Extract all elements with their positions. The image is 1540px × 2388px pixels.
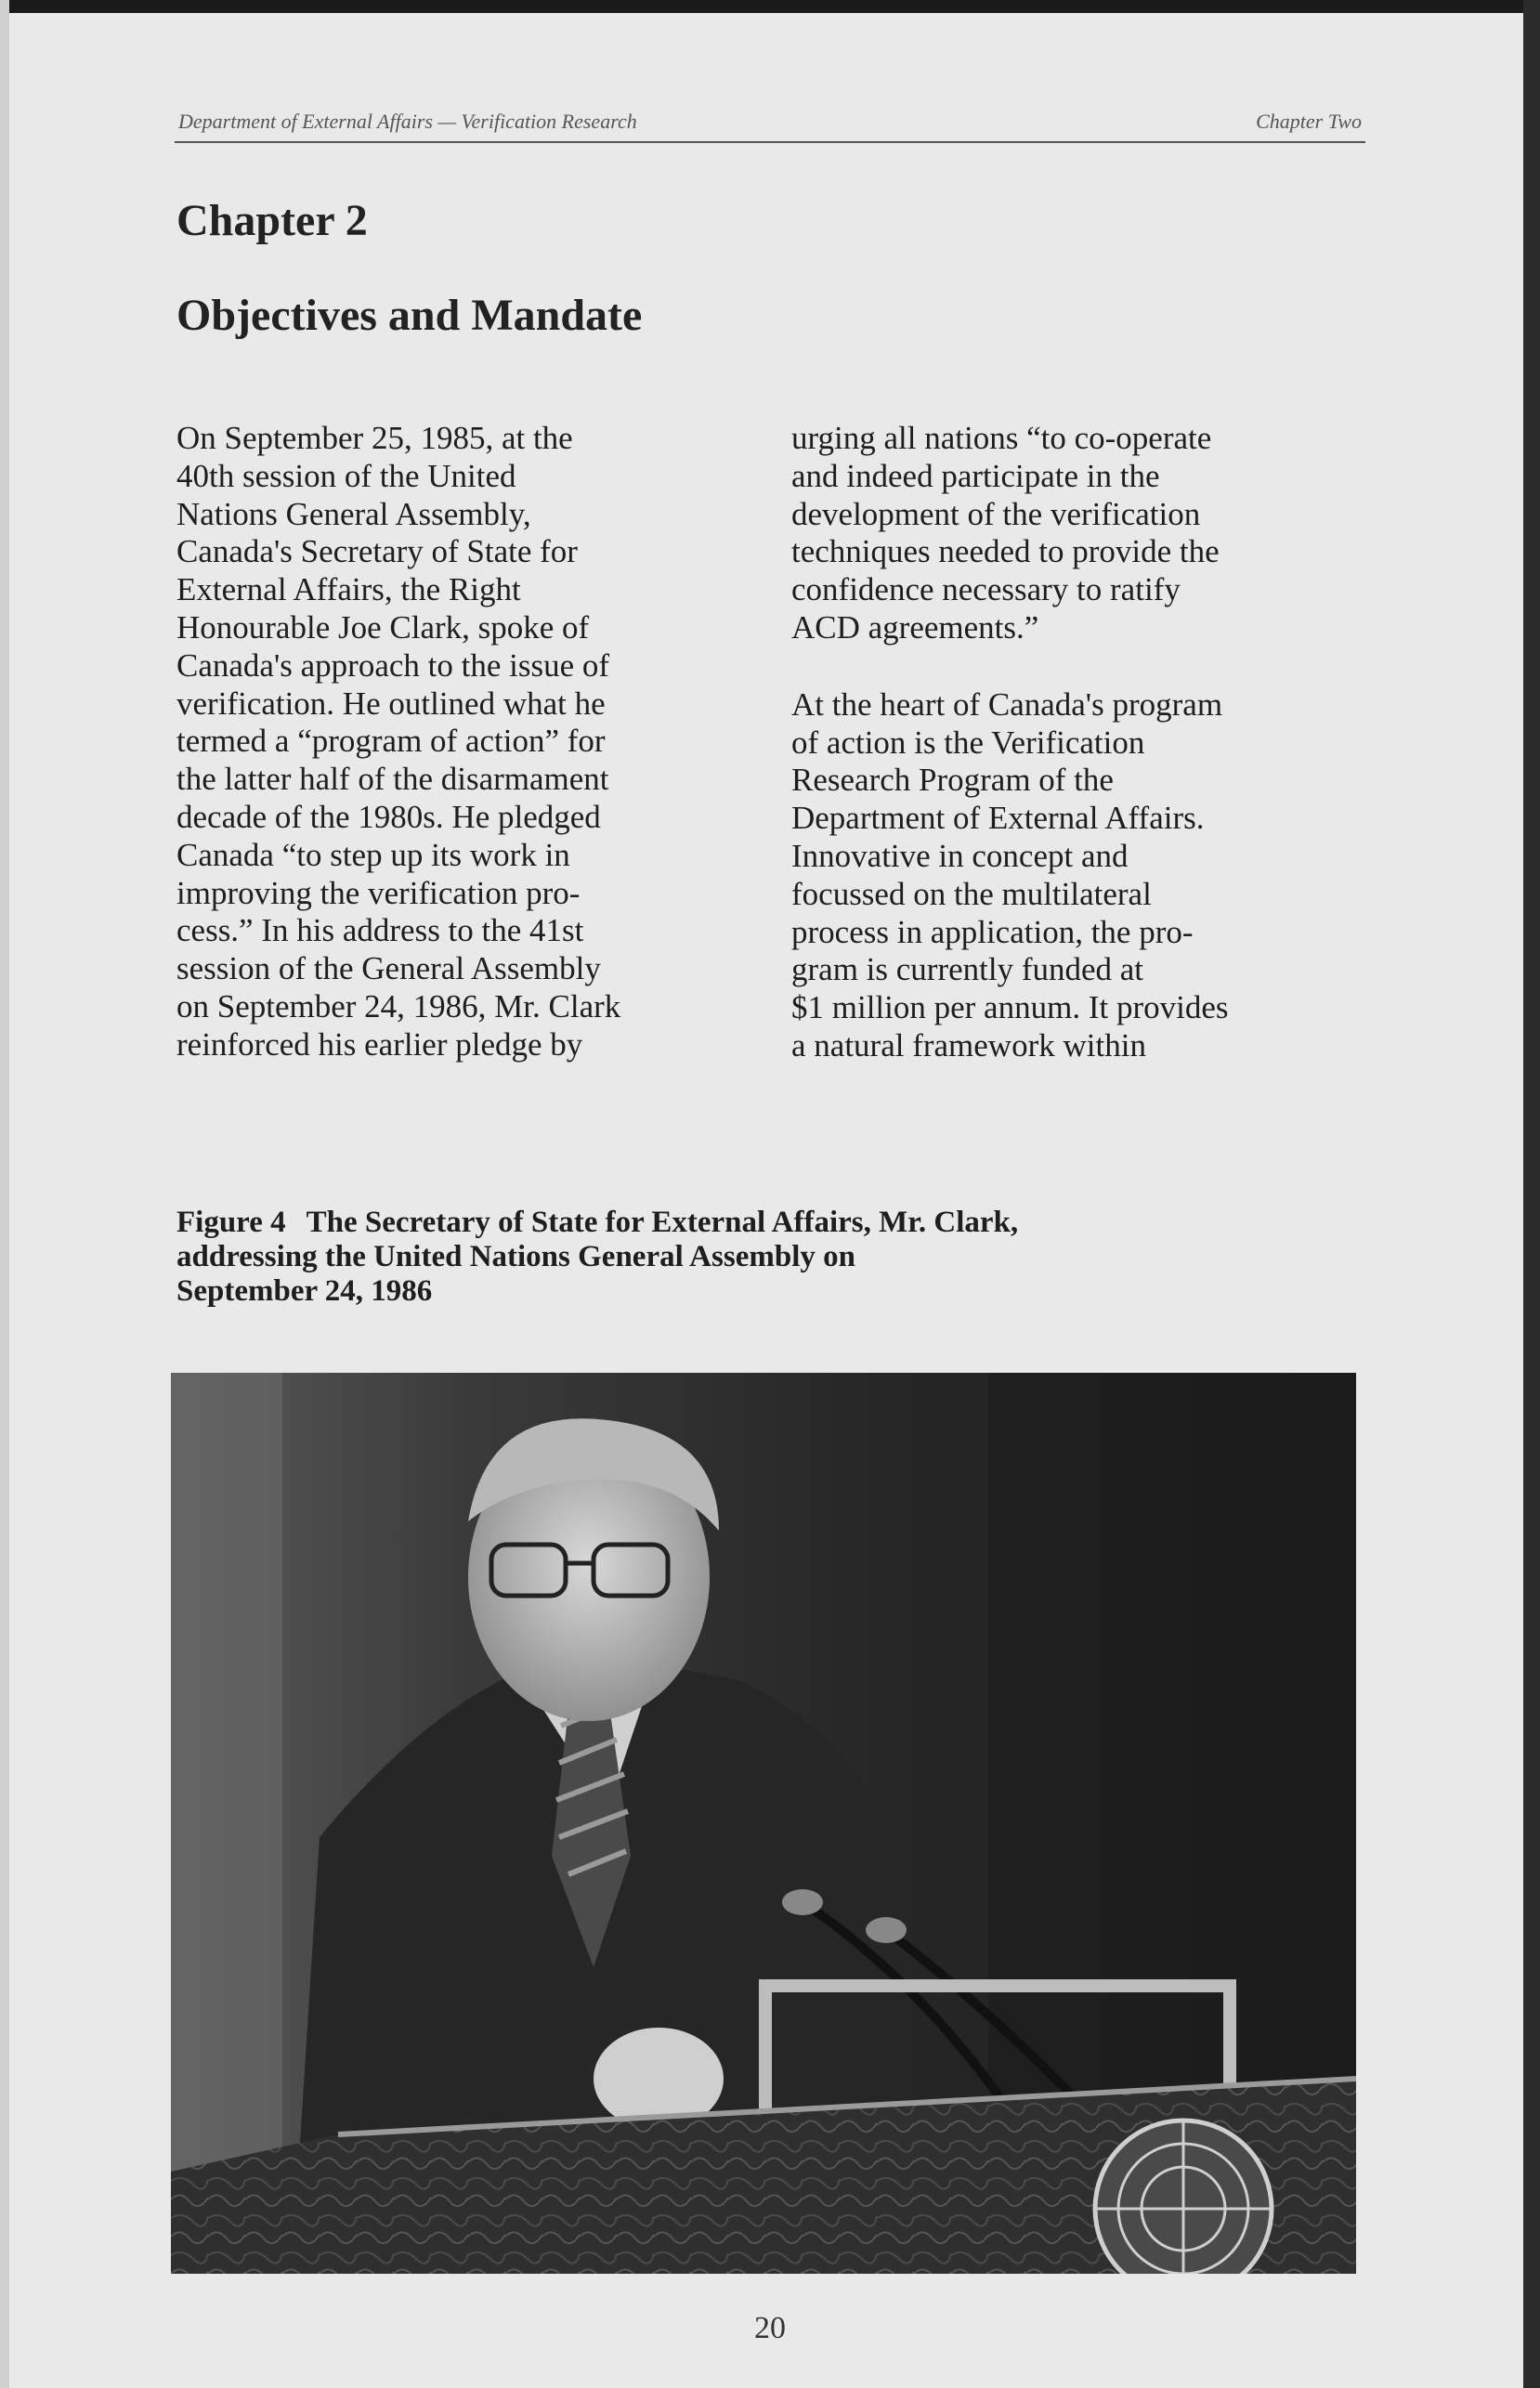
text-line: focussed on the multilateral: [791, 875, 1152, 912]
text-line: reinforced his earlier pledge by: [176, 1025, 583, 1063]
figure-photo: [171, 1373, 1356, 2274]
figure-number: Figure 4: [176, 1206, 286, 1239]
body-paragraph: [176, 420, 771, 1064]
caption-line: addressing the United Nations General Assembly on: [176, 1240, 855, 1273]
text-line: At the heart of Canada's program: [791, 685, 1223, 723]
text-line: ACD agreements.”: [791, 608, 1039, 646]
text-line: Innovative in concept and: [791, 837, 1129, 874]
caption-line: September 24, 1986: [176, 1274, 433, 1308]
text-line: confidence necessary to ratify: [791, 571, 1181, 608]
scan-edge-right: [1523, 0, 1540, 2388]
text-line: of action is the Verification: [791, 724, 1145, 761]
page-number: 20: [754, 2311, 786, 2345]
text-line: Nations General Assembly,: [176, 495, 531, 532]
chapter-title: Objectives and Mandate: [176, 291, 643, 340]
text-line: improving the verification pro-: [176, 874, 581, 911]
text-line: a natural framework within: [791, 1026, 1146, 1064]
text-line: Department of External Affairs.: [791, 800, 1205, 837]
body-paragraph: [791, 420, 1386, 647]
text-line: Canada's Secretary of State for: [176, 533, 578, 570]
text-line: Canada's approach to the issue of: [176, 646, 610, 684]
text-line: session of the General Assembly: [176, 950, 601, 987]
text-line: verification. He outlined what he: [176, 685, 606, 722]
text-line: Canada “to step up its work in: [176, 836, 570, 873]
text-line: termed a “program of action” for: [176, 723, 606, 760]
text-line: and indeed participate in the: [791, 457, 1160, 494]
text-line: gram is currently funded at: [791, 951, 1144, 988]
scan-edge-left: [0, 0, 9, 2388]
body-column-right: [791, 420, 1386, 1065]
text-line: Honourable Joe Clark, spoke of: [176, 608, 590, 646]
text-line: $1 million per annum. It provides: [791, 989, 1229, 1026]
body-paragraph: [791, 686, 1386, 1065]
text-line: the latter half of the disarmament: [176, 761, 609, 798]
text-line: 40th session of the United: [176, 457, 516, 494]
caption-line: The Secretary of State for External Affairs, Mr. Clark,: [306, 1206, 1019, 1239]
text-line: Research Program of the: [791, 762, 1114, 799]
running-header: [175, 102, 1365, 143]
text-line: process in application, the pro-: [791, 913, 1194, 950]
figure-caption: [176, 1206, 1338, 1309]
text-line: on September 24, 1986, Mr. Clark: [176, 987, 621, 1024]
running-header-left: Department of External Affairs — Verification Research: [178, 110, 637, 133]
text-line: development of the verification: [791, 495, 1201, 532]
text-line: External Affairs, the Right: [176, 571, 521, 608]
chapter-label: Chapter 2: [176, 196, 368, 245]
text-line: cess.” In his address to the 41st: [176, 912, 584, 949]
text-line: techniques needed to provide the: [791, 533, 1220, 570]
running-header-right: Chapter Two: [1256, 110, 1362, 133]
text-line: urging all nations “to co-operate: [791, 420, 1212, 456]
text-line: decade of the 1980s. He pledged: [176, 798, 601, 835]
text-line: On September 25, 1985, at the: [176, 420, 573, 456]
body-column-left: [176, 420, 771, 1064]
scan-edge-top: [0, 0, 1540, 13]
un-emblem: [1095, 2120, 1272, 2274]
